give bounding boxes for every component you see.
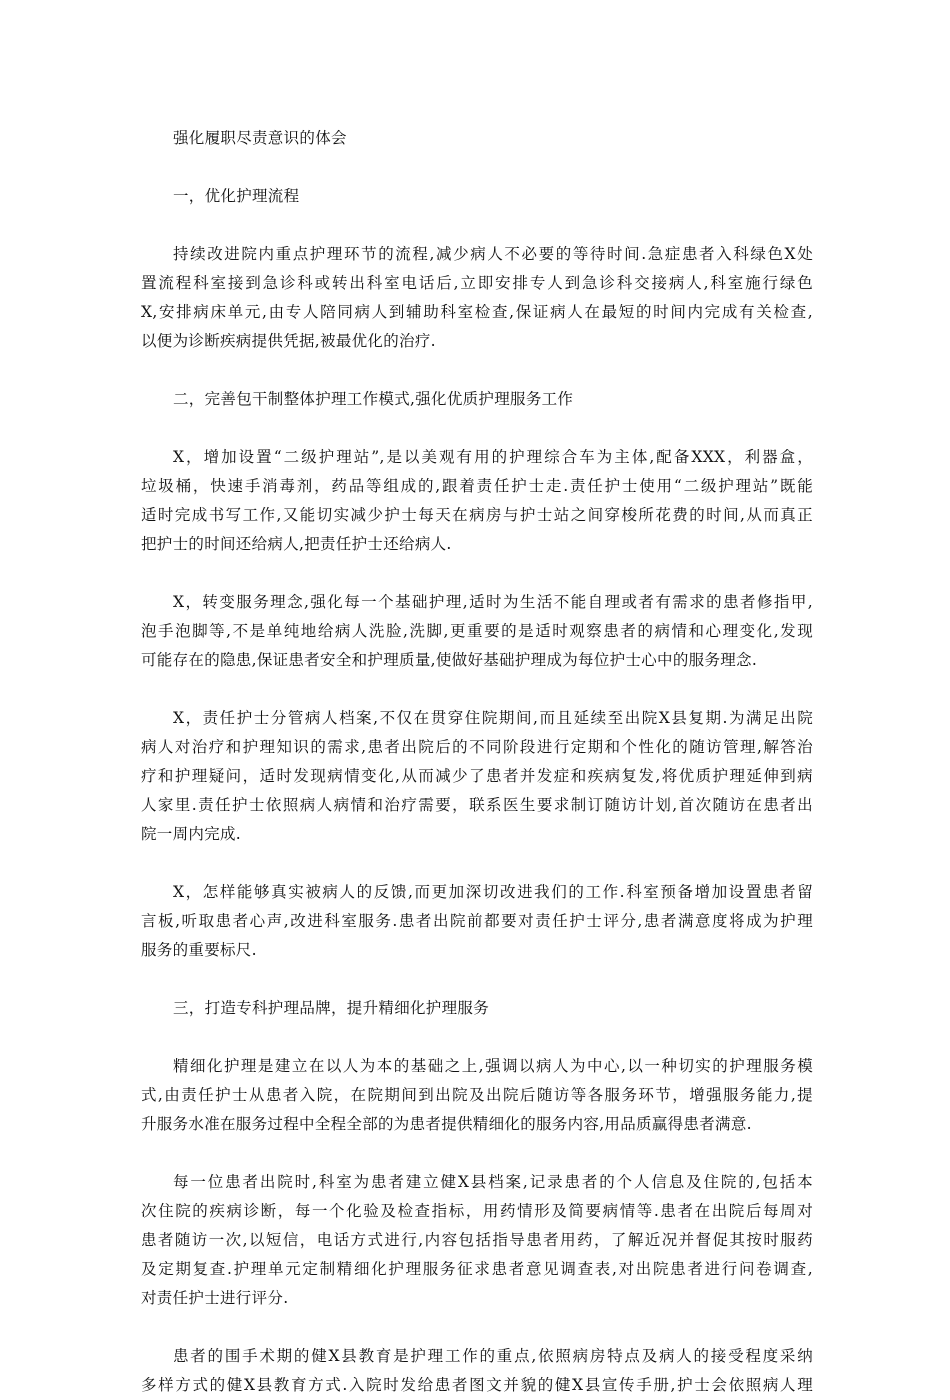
- paragraph-line: X,安排病床单元,由专人陪同病人到辅助科室检查,保证病人在最短的时间内完成有关检查,: [141, 303, 813, 321]
- paragraph-8: [141, 1342, 813, 1400]
- paragraph-line: 及定期复查.护理单元定制精细化护理服务征求患者意见调查表,对出院患者进行问卷调查,: [141, 1260, 813, 1278]
- paragraph-line: 以便为诊断疾病提供凭据,被最优化的治疗.: [141, 332, 436, 350]
- paragraph-line: 适时完成书写工作,又能切实减少护士每天在病房与护士站之间穿梭所花费的时间,从而真正: [141, 506, 813, 524]
- paragraph-1: [141, 240, 813, 356]
- spacer: [141, 211, 813, 240]
- paragraph-line: 把护士的时间还给病人,把责任护士还给病人.: [141, 535, 452, 553]
- section-heading-1: 一，优化护理流程: [173, 187, 300, 205]
- paragraph-line: 泡手泡脚等,不是单纯地给病人洗脸,洗脚,更重要的是适时观察患者的病情和心理变化,发现: [141, 622, 813, 640]
- paragraph-line: 服务的重要标尺.: [141, 941, 257, 959]
- paragraph-line: 置流程科室接到急诊科或转出科室电话后,立即安排专人到急诊科交接病人,科室施行绿色: [141, 274, 813, 292]
- paragraph-line: 可能存在的隐患,保证患者安全和护理质量,使做好基础护理成为每位护士心中的服务理念.: [141, 651, 758, 669]
- paragraph-line: X，怎样能够真实被病人的反馈,而更加深切改进我们的工作.科室预备增加设置患者留: [173, 883, 813, 901]
- spacer: [141, 559, 813, 588]
- paragraph-line: X，增加设置“二级护理站”,是以美观有用的护理综合车为主体,配备XXX，利器盒，: [173, 448, 813, 466]
- paragraph-line: 升服务水准在服务过程中全程全部的为患者提供精细化的服务内容,用品质赢得患者满意.: [141, 1115, 752, 1133]
- paragraph-line: 精细化护理是建立在以人为本的基础之上,强调以病人为中心,以一种切实的护理服务模: [173, 1057, 813, 1075]
- paragraph-line: 患者的围手术期的健X县教育是护理工作的重点,依照病房特点及病人的接受程度采纳: [173, 1347, 813, 1365]
- paragraph-line: X，转变服务理念,强化每一个基础护理,适时为生活不能自理或者有需求的患者修指甲,: [173, 593, 813, 611]
- paragraph-4: [141, 704, 813, 849]
- spacer: [141, 1139, 813, 1168]
- paragraph-line: 次住院的疾病诊断，每一个化验及检查指标，用药情形及简要病情等.患者在出院后每周对: [141, 1202, 813, 1220]
- spacer: [141, 1023, 813, 1052]
- document-title: 强化履职尽责意识的体会: [173, 129, 347, 147]
- paragraph-line: 疗和护理疑问，适时发现病情变化,从而减少了患者并发症和疾病复发,将优质护理延伸到病: [141, 767, 813, 785]
- paragraph-line: 院一周内完成.: [141, 825, 242, 843]
- paragraph-line: 对责任护士进行评分.: [141, 1289, 289, 1307]
- spacer: [141, 849, 813, 878]
- spacer: [141, 675, 813, 704]
- paragraph-line: 言板,听取患者心声,改进科室服务.患者出院前都要对责任护士评分,患者满意度将成为护理: [141, 912, 813, 930]
- spacer: [141, 965, 813, 994]
- paragraph-line: 患者随访一次,以短信，电话方式进行,内容包括指导患者用药，了解近况并督促其按时服药: [141, 1231, 813, 1249]
- paragraph-3: [141, 588, 813, 675]
- spacer: [141, 356, 813, 385]
- spacer: [141, 153, 813, 182]
- paragraph-5: [141, 878, 813, 965]
- paragraph-2: [141, 443, 813, 559]
- paragraph-line: 病人对治疗和护理知识的需求,患者出院后的不同阶段进行定期和个性化的随访管理,解答治: [141, 738, 813, 756]
- section-heading-2: 二，完善包干制整体护理工作模式,强化优质护理服务工作: [173, 390, 574, 408]
- paragraph-line: 多样方式的健X县教育方式.入院时发给患者图文并貌的健X县宣传手册,护士会依照病人理: [141, 1376, 813, 1394]
- paragraph-6: [141, 1052, 813, 1139]
- paragraph-line: 每一位患者出院时,科室为患者建立健X县档案,记录患者的个人信息及住院的,包括本: [173, 1173, 813, 1191]
- paragraph-7: [141, 1168, 813, 1313]
- paragraph-line: X，责任护士分管病人档案,不仅在贯穿住院期间,而且延续至出院X县复期.为满足出院: [173, 709, 813, 727]
- paragraph-line: 持续改进院内重点护理环节的流程,减少病人不必要的等待时间.急症患者入科绿色X处: [173, 245, 813, 263]
- paragraph-line: 垃圾桶，快速手消毒剂，药品等组成的,跟着责任护士走.责任护士使用“二级护理站”既能: [141, 477, 813, 495]
- spacer: [141, 414, 813, 443]
- paragraph-line: 式,由责任护士从患者入院，在院期间到出院及出院后随访等各服务环节，增强服务能力,提: [141, 1086, 813, 1104]
- spacer: [141, 1313, 813, 1342]
- document-body: [141, 124, 813, 1400]
- paragraph-line: 人家里.责任护士依照病人病情和治疗需要，联系医生要求制订随访计划,首次随访在患者出: [141, 796, 813, 814]
- section-heading-3: 三，打造专科护理品牌，提升精细化护理服务: [173, 999, 490, 1017]
